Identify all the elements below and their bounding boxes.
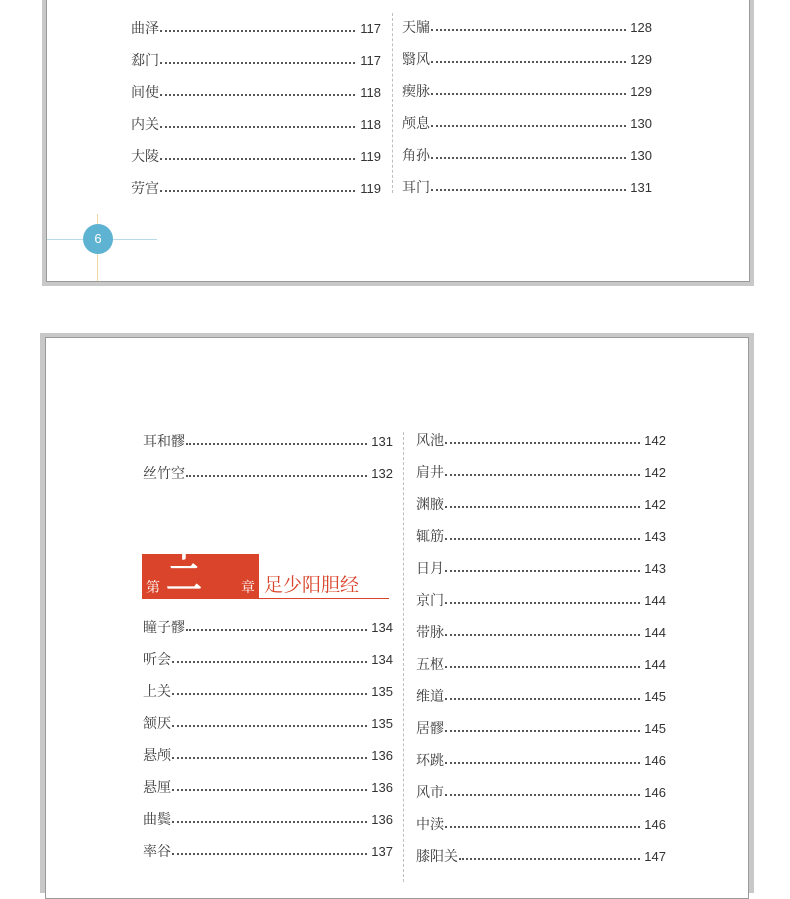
toc-entry[interactable] <box>143 649 393 669</box>
toc-leader-dots <box>445 826 640 828</box>
toc-entry-page: 135 <box>371 683 393 699</box>
toc-entry[interactable] <box>143 431 393 451</box>
toc-entry-page: 144 <box>644 624 666 640</box>
toc-leader-dots <box>186 629 367 631</box>
page2 <box>45 337 749 899</box>
toc-entry[interactable] <box>143 809 393 829</box>
toc-entry-name: 天牖 <box>402 20 430 36</box>
toc-leader-dots <box>172 661 367 663</box>
toc-leader-dots <box>186 475 367 477</box>
toc-entry-name: 角孙 <box>402 148 430 164</box>
toc-entry[interactable] <box>416 654 666 674</box>
toc-entry-name: 瘈脉 <box>402 84 430 100</box>
toc-leader-dots <box>431 61 626 63</box>
toc-entry-name: 曲鬓 <box>143 812 171 828</box>
toc-leader-dots <box>160 126 355 128</box>
toc-entry[interactable] <box>416 814 666 834</box>
toc-entry-page: 128 <box>630 19 652 35</box>
toc-entry-name: 京门 <box>416 593 444 609</box>
toc-entry-name: 耳和髎 <box>143 434 185 450</box>
toc-entry[interactable] <box>131 18 381 38</box>
toc-entry-name: 上关 <box>143 684 171 700</box>
toc-entry-page: 144 <box>644 592 666 608</box>
toc-leader-dots <box>160 190 355 192</box>
toc-entry-page: 146 <box>644 816 666 832</box>
toc-entry[interactable] <box>416 590 666 610</box>
toc-entry-page: 134 <box>371 651 393 667</box>
toc-entry[interactable] <box>143 463 393 483</box>
toc-entry-page: 130 <box>630 115 652 131</box>
toc-leader-dots <box>172 789 367 791</box>
toc-entry-name: 居髎 <box>416 721 444 737</box>
toc-entry-page: 142 <box>644 464 666 480</box>
page-number-badge: 6 <box>83 224 113 254</box>
toc-entry-name: 五枢 <box>416 657 444 673</box>
toc-entry-page: 119 <box>360 180 381 196</box>
toc-entry[interactable] <box>143 745 393 765</box>
toc-entry[interactable] <box>416 686 666 706</box>
toc-entry[interactable] <box>131 82 381 102</box>
toc-entry[interactable] <box>402 177 652 197</box>
toc-entry-page: 137 <box>371 843 393 859</box>
chapter-number: 十二 <box>166 523 205 599</box>
toc-entry-page: 118 <box>360 116 381 132</box>
toc-leader-dots <box>445 794 640 796</box>
toc-leader-dots <box>431 29 626 31</box>
toc-leader-dots <box>445 666 640 668</box>
chapter-suffix: 章 <box>241 580 255 596</box>
toc-leader-dots <box>445 602 640 604</box>
toc-entry-page: 136 <box>371 747 393 763</box>
toc-entry-name: 颅息 <box>402 116 430 132</box>
toc-entry-page: 142 <box>644 496 666 512</box>
toc-entry[interactable] <box>416 622 666 642</box>
toc-entry-name: 辄筋 <box>416 529 444 545</box>
toc-entry-page: 136 <box>371 811 393 827</box>
toc-leader-dots <box>172 853 367 855</box>
toc-entry-page: 145 <box>644 720 666 736</box>
toc-leader-dots <box>445 730 640 732</box>
toc-entry-name: 率谷 <box>143 844 171 860</box>
toc-entry-name: 瞳子髎 <box>143 620 185 636</box>
toc-entry-page: 135 <box>371 715 393 731</box>
toc-leader-dots <box>431 93 626 95</box>
toc-entry[interactable] <box>131 178 381 198</box>
toc-entry-name: 丝竹空 <box>143 466 185 482</box>
chapter-title: 足少阳胆经 <box>264 574 360 596</box>
toc-leader-dots <box>172 821 367 823</box>
toc-entry[interactable] <box>143 777 393 797</box>
toc-entry-page: 143 <box>644 528 666 544</box>
toc-entry-page: 146 <box>644 752 666 768</box>
toc-entry-name: 郄门 <box>131 53 159 69</box>
toc-entry-name: 维道 <box>416 689 444 705</box>
toc-entry-page: 118 <box>360 84 381 100</box>
toc-entry[interactable] <box>402 145 652 165</box>
toc-entry[interactable] <box>416 558 666 578</box>
toc-entry[interactable] <box>416 750 666 770</box>
toc-entry-name: 间使 <box>131 85 159 101</box>
toc-entry-page: 130 <box>630 147 652 163</box>
toc-leader-dots <box>431 157 626 159</box>
toc-entry-page: 131 <box>371 433 393 449</box>
toc-leader-dots <box>172 725 367 727</box>
toc-entry-name: 肩井 <box>416 465 444 481</box>
toc-entry-name: 膝阳关 <box>416 849 458 865</box>
toc-entry[interactable] <box>143 681 393 701</box>
toc-leader-dots <box>160 158 355 160</box>
toc-entry-page: 146 <box>644 784 666 800</box>
toc-entry-name: 风市 <box>416 785 444 801</box>
toc-entry-name: 风池 <box>416 433 444 449</box>
chapter-number-box <box>142 523 259 599</box>
page1-column-divider <box>392 13 393 193</box>
toc-entry[interactable] <box>416 782 666 802</box>
toc-entry-page: 143 <box>644 560 666 576</box>
toc-leader-dots <box>186 443 367 445</box>
toc-entry-name: 环跳 <box>416 753 444 769</box>
toc-leader-dots <box>445 442 640 444</box>
toc-leader-dots <box>431 125 626 127</box>
toc-leader-dots <box>160 62 355 64</box>
toc-entry-page: 134 <box>371 619 393 635</box>
toc-entry[interactable] <box>416 430 666 450</box>
toc-leader-dots <box>160 94 355 96</box>
toc-entry[interactable] <box>402 81 652 101</box>
toc-entry[interactable] <box>143 617 393 637</box>
toc-entry-page: 129 <box>630 51 652 67</box>
toc-entry-page: 117 <box>360 52 381 68</box>
toc-entry-name: 悬颅 <box>143 748 171 764</box>
toc-entry-name: 劳宫 <box>131 181 159 197</box>
toc-entry-page: 147 <box>644 848 666 864</box>
toc-entry-name: 耳门 <box>402 180 430 196</box>
toc-entry[interactable] <box>131 114 381 134</box>
toc-entry[interactable] <box>131 146 381 166</box>
toc-entry-page: 129 <box>630 83 652 99</box>
toc-entry-page: 136 <box>371 779 393 795</box>
toc-leader-dots <box>445 506 640 508</box>
toc-leader-dots <box>160 30 355 32</box>
page2-column-divider <box>403 432 404 882</box>
toc-entry-page: 131 <box>630 179 652 195</box>
toc-entry-name: 大陵 <box>131 149 159 165</box>
toc-entry[interactable] <box>416 846 666 866</box>
toc-entry[interactable] <box>402 113 652 133</box>
toc-entry[interactable] <box>143 713 393 733</box>
toc-entry-name: 中渎 <box>416 817 444 833</box>
toc-entry[interactable] <box>143 841 393 861</box>
toc-entry[interactable] <box>416 526 666 546</box>
toc-entry-name: 悬厘 <box>143 780 171 796</box>
toc-entry[interactable] <box>416 494 666 514</box>
toc-entry-page: 142 <box>644 432 666 448</box>
toc-entry[interactable] <box>131 50 381 70</box>
toc-entry-page: 144 <box>644 656 666 672</box>
toc-entry-name: 翳风 <box>402 52 430 68</box>
toc-leader-dots <box>431 189 626 191</box>
toc-leader-dots <box>172 693 367 695</box>
toc-entry-page: 145 <box>644 688 666 704</box>
toc-entry-name: 渊腋 <box>416 497 444 513</box>
toc-entry-name: 日月 <box>416 561 444 577</box>
chapter-underline <box>259 598 389 599</box>
toc-leader-dots <box>459 858 640 860</box>
toc-leader-dots <box>172 757 367 759</box>
toc-leader-dots <box>445 634 640 636</box>
toc-leader-dots <box>445 570 640 572</box>
chapter-prefix: 第 <box>146 580 160 596</box>
toc-entry-name: 听会 <box>143 652 171 668</box>
toc-entry[interactable] <box>416 462 666 482</box>
toc-leader-dots <box>445 538 640 540</box>
toc-entry-page: 132 <box>371 465 393 481</box>
toc-entry-name: 颔厌 <box>143 716 171 732</box>
toc-entry[interactable] <box>416 718 666 738</box>
toc-entry-name: 曲泽 <box>131 21 159 37</box>
toc-entry-page: 119 <box>360 148 381 164</box>
toc-leader-dots <box>445 762 640 764</box>
page1 <box>46 0 750 282</box>
toc-entry[interactable] <box>402 17 652 37</box>
toc-leader-dots <box>445 474 640 476</box>
toc-entry[interactable] <box>402 49 652 69</box>
toc-entry-name: 内关 <box>131 117 159 133</box>
toc-entry-page: 117 <box>360 20 381 36</box>
toc-entry-name: 带脉 <box>416 625 444 641</box>
toc-leader-dots <box>445 698 640 700</box>
